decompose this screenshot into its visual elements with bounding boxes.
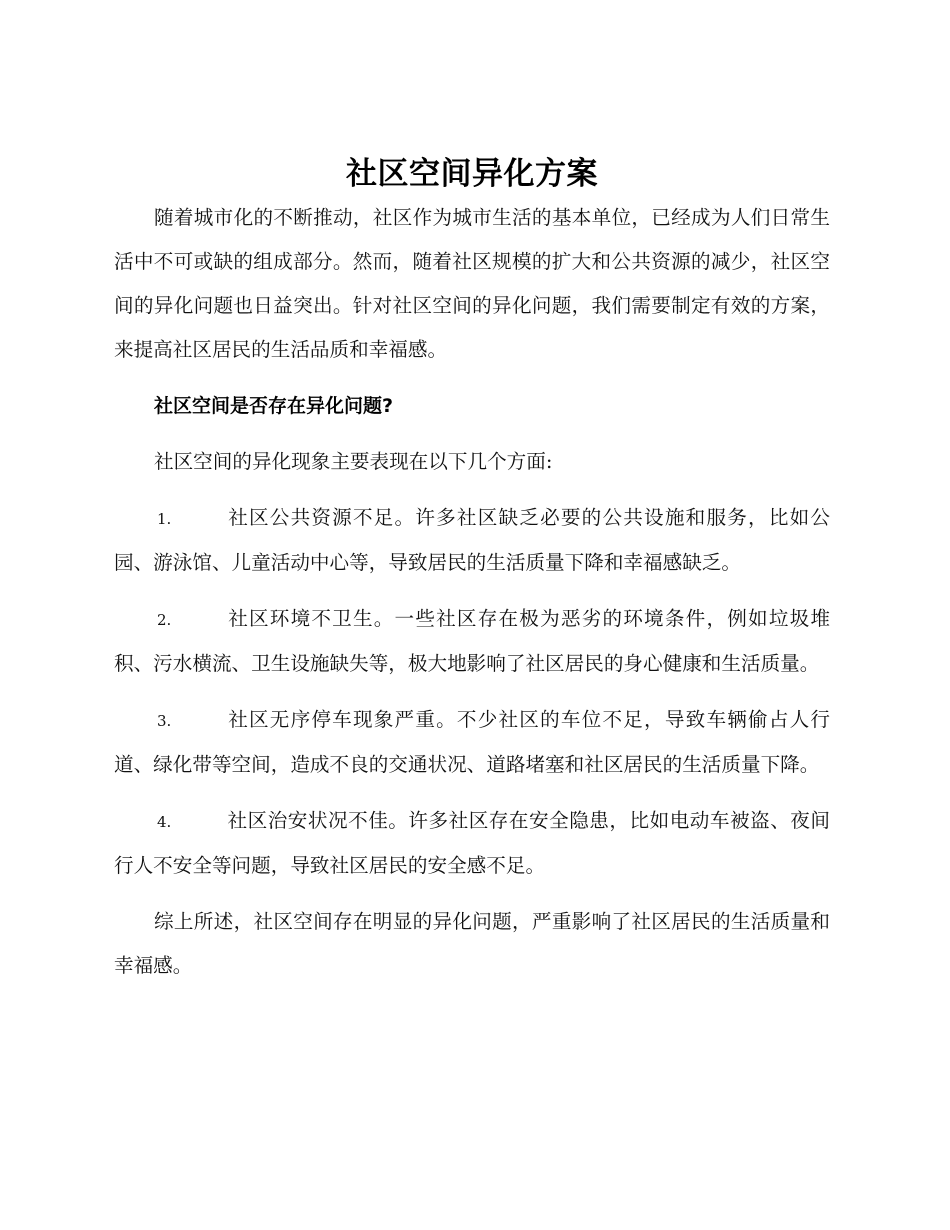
list-item-1: [114, 496, 830, 585]
list-item-number: 1.: [157, 510, 172, 528]
list-item-text: 社区公共资源不足。许多社区缺乏必要的公共设施和服务，比如公园、游泳馆、儿童活动中心等，导致居民的生活质量下降和幸福感缺乏。: [114, 506, 830, 574]
section-heading: 社区空间是否存在异化问题?: [154, 395, 394, 417]
document-body: [114, 152, 830, 988]
conclusion-paragraph: 综上所述，社区空间存在明显的异化问题，严重影响了社区居民的生活质量和幸福感。: [114, 910, 830, 977]
intro-paragraph: 随着城市化的不断推动，社区作为城市生活的基本单位，已经成为人们日常生活中不可或缺的组成部分。然而，随着社区规模的扩大和公共资源的减少，社区空间的异化问题也日益突出。针对社区空间的异化问题，我们需要制定有效的方案，来提高社区居民的生活品质和幸福感。: [114, 206, 830, 361]
section-lead-paragraph: 社区空间的异化现象主要表现在以下几个方面:: [154, 450, 553, 473]
list-item-2: [114, 597, 830, 686]
list-item-text: 社区无序停车现象严重。不少社区的车位不足，导致车辆偷占人行道、绿化带等空间，造成不良的交通状况、道路堵塞和社区居民的生活质量下降。: [114, 708, 830, 776]
list-item-number: 3.: [157, 712, 172, 730]
list-item-number: 4.: [157, 813, 172, 831]
list-item-text: 社区治安状况不佳。许多社区存在安全隐患，比如电动车被盗、夜间行人不安全等问题，导致社区居民的安全感不足。: [114, 809, 830, 877]
document-title: 社区空间异化方案: [346, 156, 598, 192]
list-item-number: 2.: [157, 611, 172, 629]
list-item-3: [114, 698, 830, 787]
list-item-4: [114, 799, 830, 888]
list-item-text: 社区环境不卫生。一些社区存在极为恶劣的环境条件，例如垃圾堆积、污水横流、卫生设施缺失等，极大地影响了社区居民的身心健康和生活质量。: [114, 607, 830, 675]
